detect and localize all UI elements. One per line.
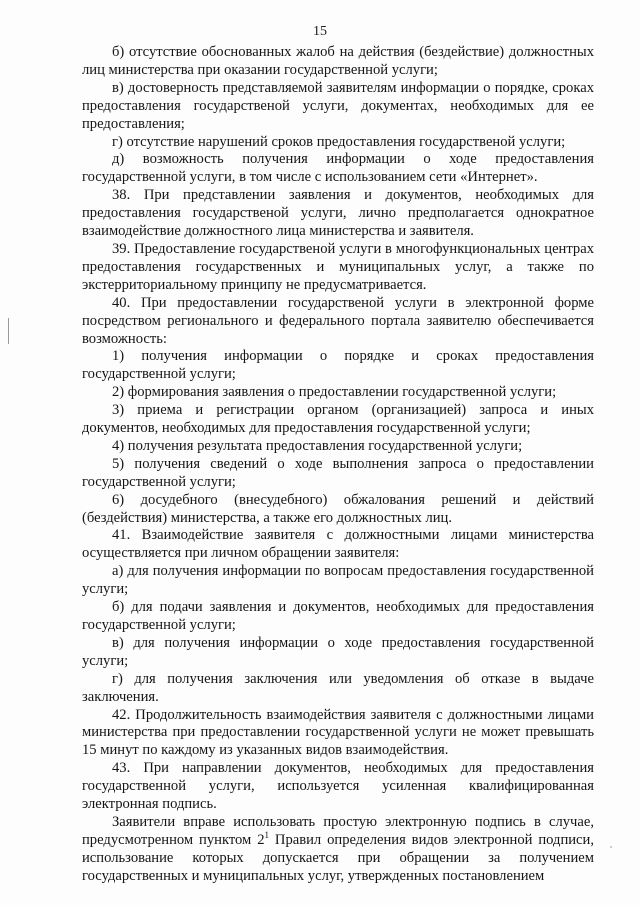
page-number: 15: [313, 24, 327, 39]
paragraph-38: 38. При представлении заявления и документов, необходимых для предоставления государственой услуги, лично предполагается однократное взаимодействие должностного лица министерства и заявителя.: [82, 187, 594, 240]
paragraph-41-item-a: а) для получения информации по вопросам предоставления государственной услуги;: [82, 563, 594, 598]
scan-speck: [610, 846, 612, 848]
simple-signature-text-end: Правил определения видов электронной подписи, использование которых допускается при обращении за получением государственных и муниципальных услуг, утвержденных постановлением: [82, 831, 594, 884]
paragraph-40-item-5: 5) получения сведений о ходе выполнения запроса о предоставлении государственной услуги;: [82, 455, 594, 490]
paragraph-41-item-v: в) для получения информации о ходе предоставления государственной услуги;: [82, 634, 594, 669]
paragraph-41-item-b: б) для подачи заявления и документов, необходимых для предоставления государственной услуги;: [82, 599, 594, 633]
document-body: [82, 44, 594, 886]
paragraph-40: 40. При предоставлении государственой услуги в электронной форме посредством регионального и федерального портала заявителю обеспечивается возможность:: [82, 294, 594, 347]
paragraph-41-item-g: г) для получения заключения или уведомления об отказе в выдаче заключения.: [82, 670, 594, 705]
paragraph-d-info-availability: д) возможность получения информации о ходе предоставления государственной услуги, в том числе с использованием сети «Интернет».: [82, 151, 594, 186]
paragraph-g-no-deadline-violations: г) отсутствие нарушений сроков предоставления государственой услуги;: [112, 133, 566, 150]
paragraph-43: 43. При направлении документов, необходимых для предоставления государственной услуги, используется усиленная квалифицированная электронная подпись.: [82, 760, 594, 813]
paragraph-39: 39. Предоставление государственой услуги в многофункциональных центрах предоставления государственных и муниципальных услуг, а также по экстерриториальному принципу не предусматривается.: [82, 240, 594, 293]
paragraph-v-reliability: в) достоверность представляемой заявителям информации о порядке, сроках предоставления государственой услуги, документах, необходимых для ее предоставления;: [82, 79, 594, 132]
simple-signature-text-start: Заявители вправе использовать простую электронную подпись в случае, предусмотренном пунктом 2: [82, 813, 594, 848]
scan-margin-mark: [8, 318, 9, 344]
paragraph-simple-signature: [82, 814, 594, 886]
paragraph-40-item-2: 2) формирования заявления о предоставлении государственной услуги;: [112, 384, 557, 401]
paragraph-40-item-1: 1) получения информации о порядке и сроках предоставления государственной услуги;: [82, 348, 594, 383]
paragraph-b-no-complaints: б) отсутствие обоснованных жалоб на действия (бездействие) должностных лиц министерства при оказании государственной услуги;: [82, 44, 594, 78]
paragraph-40-item-3: 3) приема и регистрации органом (организацией) запроса и иных документов, необходимых для предоставления государственной услуги;: [82, 402, 594, 437]
paragraph-41: 41. Взаимодействие заявителя с должностными лицами министерства осуществляется при личном обращении заявителя:: [82, 527, 594, 562]
paragraph-40-item-6: 6) досудебного (внесудебного) обжалования решений и действий (бездействия) министерства, а также его должностных лиц.: [82, 491, 594, 526]
paragraph-42: 42. Продолжительность взаимодействия заявителя с должностными лицами министерства при предоставлении государственной услуги не может превышать 15 минут по каждому из указанных видов взаимодействия.: [82, 706, 594, 759]
footnote-superscript: 1: [264, 830, 269, 841]
paragraph-40-item-4: 4) получения результата предоставления государственной услуги;: [112, 437, 523, 454]
